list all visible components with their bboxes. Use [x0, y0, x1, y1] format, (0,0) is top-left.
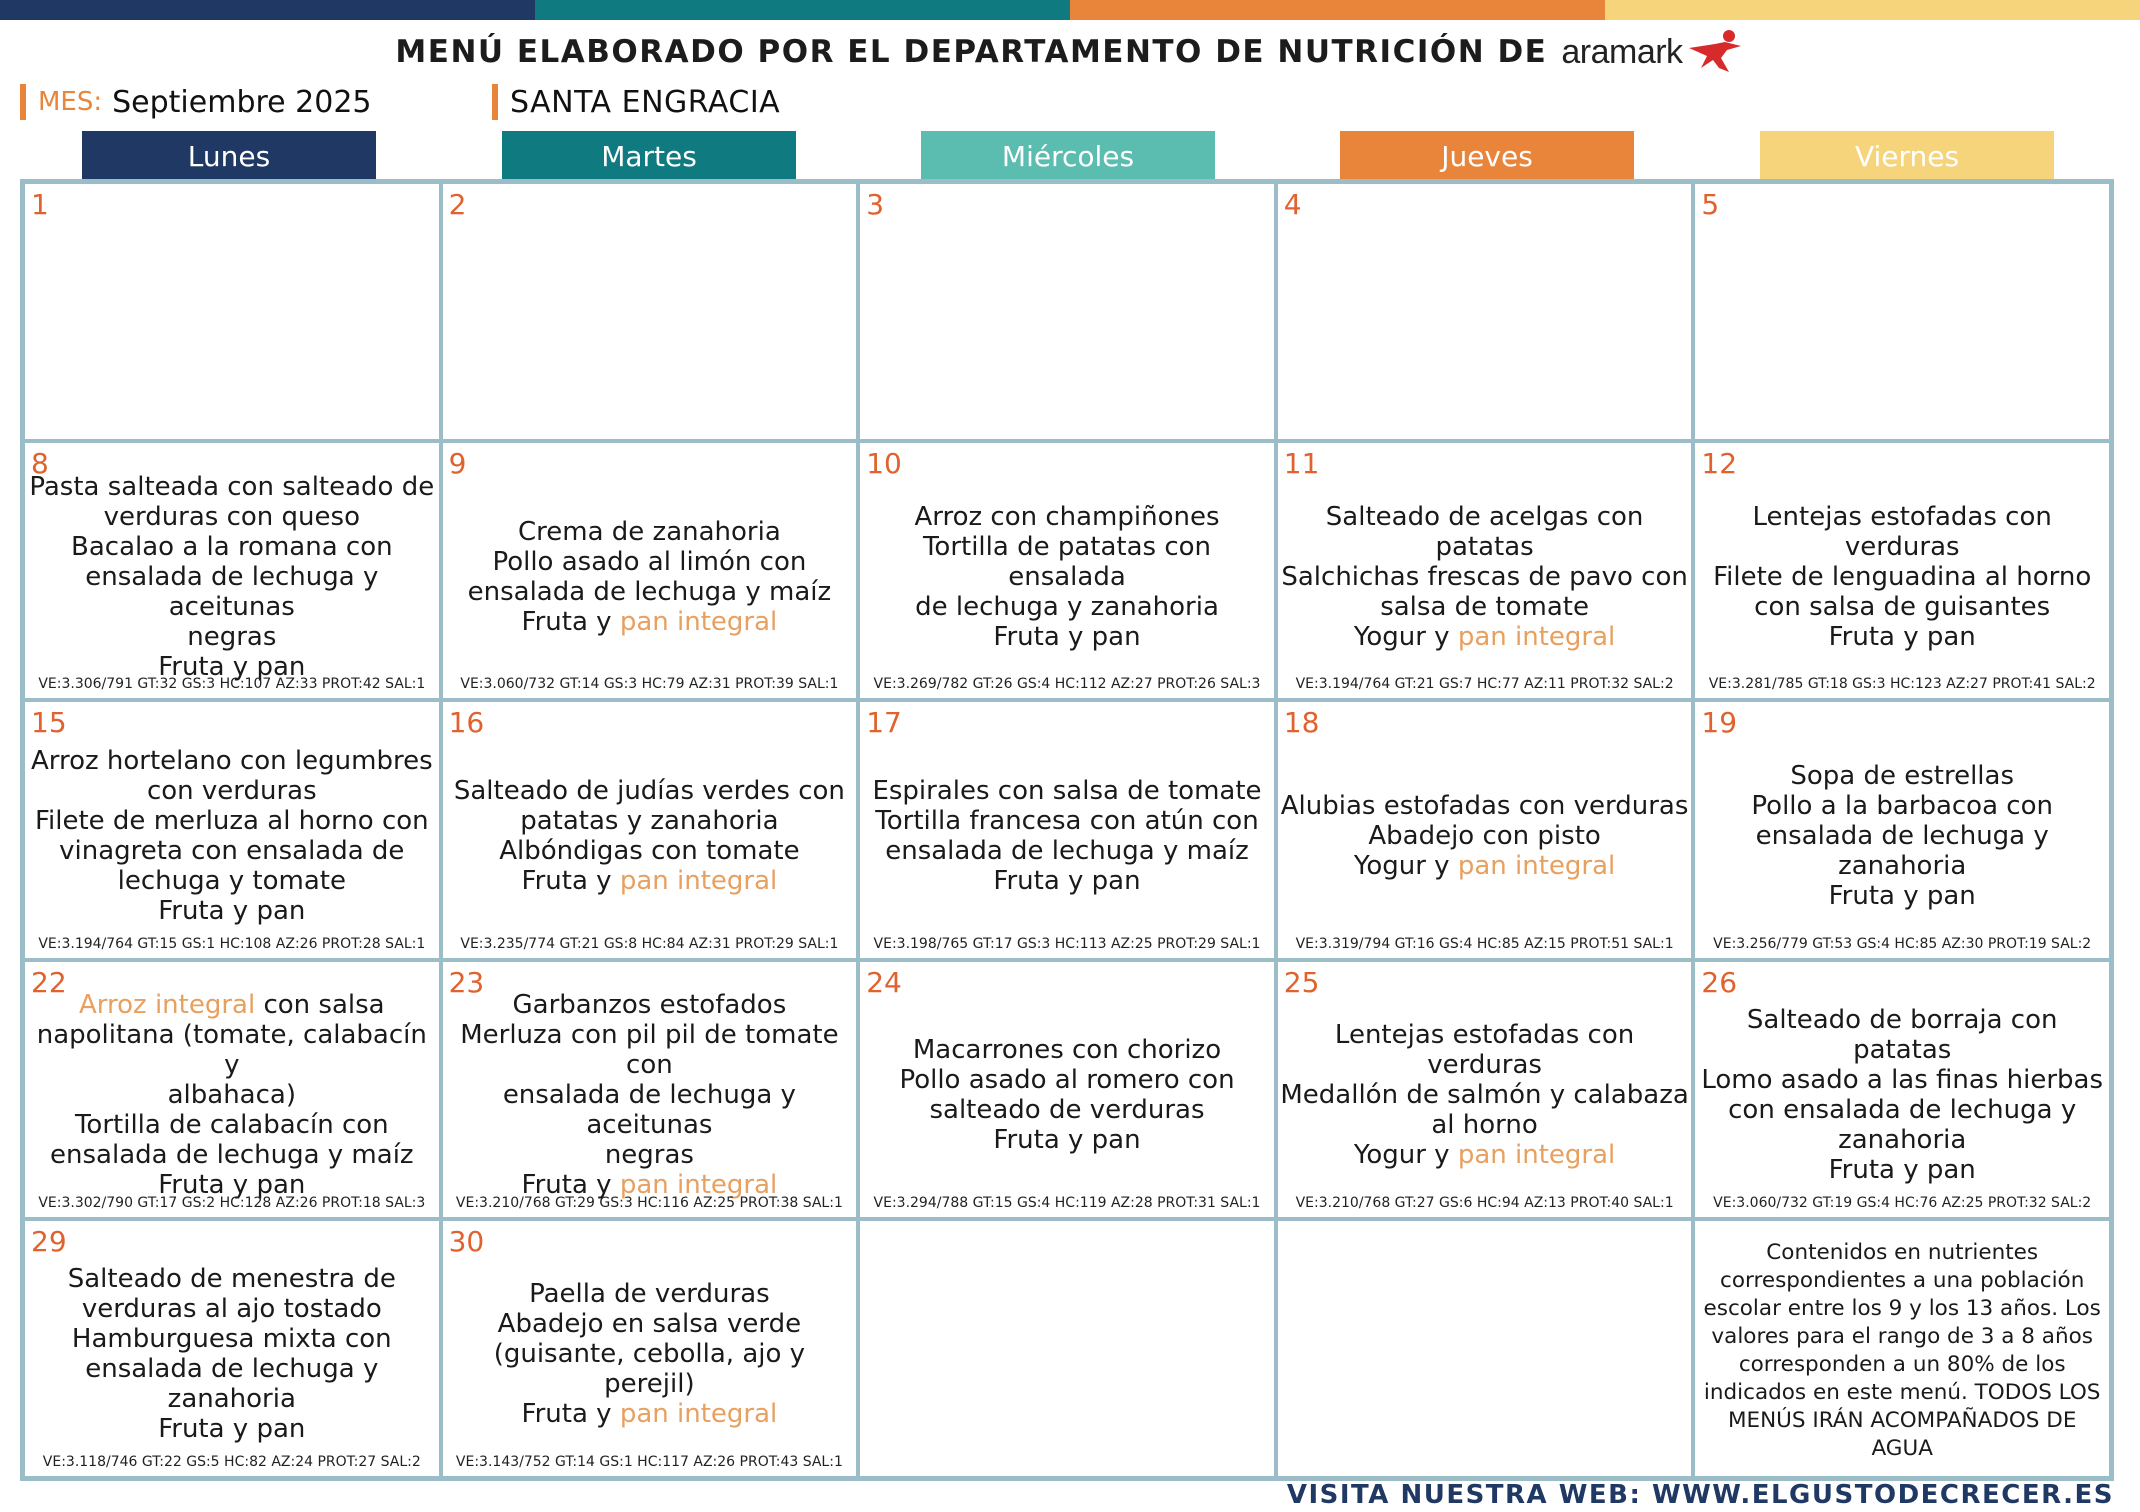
calendar-day-cell — [858, 960, 1276, 1219]
menu-segment: negras — [604, 1140, 694, 1171]
menu-segment: Fruta y pan — [158, 895, 306, 926]
menu-segment: Yogur y — [1353, 621, 1458, 652]
menu-line — [993, 866, 1140, 896]
calendar-day-cell — [441, 700, 859, 959]
menu-segment: Arroz hortelano con legumbres — [30, 745, 433, 776]
top-bar-orange — [1070, 0, 1605, 20]
menu-segment: Salchichas frescas de pavo con — [1281, 561, 1688, 592]
menu-segment: Fruta y — [521, 1170, 620, 1201]
menu-line — [27, 1020, 437, 1080]
menu-text — [1697, 1000, 2107, 1191]
menu-line — [862, 532, 1272, 592]
day-number: 2 — [448, 188, 467, 221]
month-value: Septiembre 2025 — [112, 84, 372, 120]
whole-grain-highlight: pan integral — [1457, 1140, 1616, 1171]
day-number: 15 — [31, 706, 67, 740]
menu-line — [1838, 1125, 1966, 1155]
menu-segment: Pollo asado al limón con — [492, 546, 807, 577]
menu-line — [993, 622, 1140, 652]
menu-segment: Fruta y pan — [158, 1170, 306, 1201]
menu-segment: de lechuga y zanahoria — [915, 591, 1219, 622]
whole-grain-highlight: pan integral — [1457, 621, 1616, 652]
aramark-logo — [1561, 28, 1744, 76]
nutrition-info: VE:3.194/764 GT:15 GS:1 HC:108 AZ:26 PROT:28 SAL:1 — [38, 935, 426, 952]
menu-segment: Fruta y pan — [1828, 1155, 1976, 1186]
nutrition-info: VE:3.210/768 GT:29 GS:3 HC:116 AZ:25 PROT:38 SAL:1 — [455, 1194, 843, 1211]
menu-line — [875, 806, 1258, 836]
logo-text: aramark — [1561, 32, 1683, 71]
menu-line — [1838, 851, 1966, 881]
menu-segment: Fruta y pan — [993, 621, 1141, 652]
menu-text — [1697, 740, 2107, 931]
menu-segment: zanahoria — [1838, 1125, 1967, 1156]
menu-line — [31, 746, 433, 776]
day-number: 19 — [1701, 706, 1738, 740]
calendar-day-cell — [23, 960, 441, 1219]
day-header-viernes: Viernes — [1760, 131, 2054, 181]
menu-line — [72, 1324, 392, 1354]
menu-segment: Alubias estofadas con verduras — [1280, 790, 1689, 821]
day-number: 17 — [866, 706, 902, 740]
nutrition-info: VE:3.281/785 GT:18 GS:3 HC:123 AZ:27 PROT:41 SAL:2 — [1708, 676, 2096, 693]
menu-line — [71, 532, 393, 562]
menu-line — [522, 607, 778, 637]
menu-line — [1697, 502, 2107, 562]
menu-segment: Medallón de salmón y calabaza — [1280, 1080, 1689, 1111]
menu-segment: Macarrones con chorizo — [912, 1035, 1222, 1066]
menu-line — [445, 1339, 855, 1399]
menu-segment: napolitana (tomate, calabacín y — [36, 1020, 427, 1081]
day-number: 11 — [1283, 447, 1320, 481]
month-label: MES: — [38, 87, 103, 117]
menu-segment: Lentejas estofadas con verduras — [1334, 1020, 1635, 1081]
menu-line — [498, 1309, 801, 1339]
menu-line — [158, 1414, 305, 1444]
menu-line — [1829, 1155, 1976, 1185]
menu-segment: albahaca) — [167, 1080, 296, 1111]
menu-segment: (guisante, cebolla, ajo y perejil) — [493, 1339, 806, 1400]
menu-text — [445, 990, 855, 1201]
menu-segment: salsa de tomate — [1380, 591, 1589, 622]
page-title: MENÚ ELABORADO POR EL DEPARTAMENTO DE NUTRICIÓN DE — [395, 34, 1548, 70]
menu-line — [27, 1354, 437, 1414]
menu-line — [79, 990, 385, 1020]
day-number: 18 — [1283, 706, 1320, 740]
menu-segment: con verduras — [146, 775, 317, 806]
menu-text — [1280, 481, 1690, 672]
menu-line — [915, 592, 1219, 622]
menu-segment: Salteado de acelgas con patatas — [1325, 501, 1644, 562]
menu-segment: Hamburguesa mixta con — [71, 1324, 392, 1355]
menu-segment: Salteado de menestra de — [67, 1264, 396, 1295]
menu-line — [492, 547, 806, 577]
nutrition-info: VE:3.256/779 GT:53 GS:4 HC:85 AZ:30 PROT:19 SAL:2 — [1713, 935, 2092, 952]
menu-line — [104, 502, 360, 532]
website-footer: VISITA NUESTRA WEB: WWW.ELGUSTODECRECER.ES — [1286, 1480, 2114, 1510]
weekday-headers — [0, 131, 2140, 181]
day-header-lunes: Lunes — [82, 131, 376, 181]
day-number: 9 — [448, 447, 467, 481]
menu-line — [1751, 791, 2053, 821]
day-number: 8 — [31, 447, 49, 481]
day-number: 29 — [31, 1224, 67, 1258]
menu-segment: ensalada de lechuga y aceitunas — [502, 1080, 796, 1141]
menu-segment: Lomo asado a las finas hierbas — [1701, 1065, 2104, 1096]
day-number: 16 — [448, 706, 485, 740]
menu-text — [862, 1000, 1272, 1191]
menu-line — [1697, 1005, 2107, 1065]
day-number: 5 — [1701, 188, 1720, 221]
menu-segment: ensalada de lechuga y aceitunas — [85, 561, 379, 622]
menu-segment: ensalada de lechuga y zanahoria — [85, 1354, 379, 1415]
calendar-day-cell — [1276, 182, 1694, 441]
calendar-day-cell — [1693, 700, 2111, 959]
menu-text — [862, 481, 1272, 672]
menu-segment: Paella de verduras — [529, 1279, 770, 1310]
menu-line — [35, 806, 429, 836]
menu-segment: ensalada de lechuga y — [1755, 820, 2049, 851]
info-row — [20, 84, 2120, 120]
menu-segment: negras — [187, 621, 277, 652]
menu-line — [1829, 881, 1976, 911]
calendar-day-cell — [1276, 960, 1694, 1219]
menu-text — [862, 740, 1272, 931]
menu-segment: Salteado de borraja con patatas — [1746, 1005, 2058, 1066]
nutrition-info: VE:3.210/768 GT:27 GS:6 HC:94 AZ:13 PROT:40 SAL:1 — [1295, 1194, 1674, 1211]
top-bar-yellow — [1605, 0, 2140, 20]
menu-segment: ensalada de lechuga y maíz — [885, 835, 1249, 866]
nutrition-info: VE:3.060/732 GT:14 GS:3 HC:79 AZ:31 PROT:39 SAL:1 — [460, 676, 839, 693]
calendar-day-cell — [1276, 1219, 1694, 1478]
menu-text — [1280, 1000, 1690, 1191]
calendar-day-cell — [858, 182, 1276, 441]
day-number: 10 — [866, 447, 902, 481]
menu-segment: Fruta y — [521, 865, 620, 896]
menu-line — [499, 836, 799, 866]
menu-line — [68, 1264, 396, 1294]
menu-line — [885, 836, 1249, 866]
menu-segment: Pasta salteada con salteado de — [29, 471, 435, 502]
menu-segment: Salteado de judías verdes con — [453, 775, 845, 806]
whole-grain-highlight: pan integral — [1457, 850, 1616, 881]
star-figure-icon — [1685, 28, 1745, 76]
menu-text — [445, 1259, 855, 1450]
menu-line — [29, 472, 434, 502]
menu-line — [445, 1080, 855, 1140]
nutrition-info: VE:3.198/765 GT:17 GS:3 HC:113 AZ:25 PROT:29 SAL:1 — [873, 935, 1261, 952]
menu-segment: Tortilla de patatas con ensalada — [922, 531, 1212, 592]
menu-segment: con salsa de guisantes — [1754, 591, 2051, 622]
calendar-day-cell — [23, 1219, 441, 1478]
menu-line — [1431, 1110, 1537, 1140]
menu-segment: Filete de lenguadina al horno — [1713, 561, 2092, 592]
menu-line — [872, 776, 1261, 806]
menu-segment: salteado de verduras — [929, 1095, 1205, 1126]
nutrition-note: Contenidos en nutrientes correspondientes a una población escolar entre los 9 y los 13 años. Los valores para el rango de 3 a 8 años corresponden a un 80% de los indicados en este menú. TODOS LOS MENÚS IRÁN ACOMPAÑADOS DE AGUA — [1703, 1239, 2101, 1461]
whole-grain-highlight: pan integral — [619, 1170, 778, 1201]
nutrition-info: VE:3.118/746 GT:22 GS:5 HC:82 AZ:24 PROT:27 SAL:2 — [42, 1454, 421, 1470]
menu-text — [445, 481, 855, 672]
menu-line — [1354, 1140, 1615, 1170]
menu-segment: Merluza con pil pil de tomate con — [460, 1020, 839, 1081]
menu-text — [27, 990, 437, 1201]
menu-segment: Tortilla francesa con atún con — [875, 805, 1259, 836]
menu-segment: Fruta y pan — [158, 651, 306, 682]
menu-line — [1354, 622, 1615, 652]
calendar-day-cell — [858, 700, 1276, 959]
menu-line — [168, 1080, 296, 1110]
menu-line — [1354, 851, 1615, 881]
menu-segment: ensalada de lechuga y maíz — [467, 576, 832, 607]
top-color-bar — [0, 0, 2140, 20]
menu-segment: con salsa — [255, 990, 385, 1021]
calendar-day-cell — [1276, 700, 1694, 959]
day-number: 25 — [1283, 965, 1320, 999]
menu-segment: Yogur y — [1353, 1140, 1458, 1171]
menu-line — [118, 866, 346, 896]
calendar-day-cell — [441, 441, 859, 700]
nutrition-info: VE:3.143/752 GT:14 GS:1 HC:117 AZ:26 PROT:43 SAL:1 — [455, 1454, 843, 1470]
menu-line — [929, 1095, 1204, 1125]
menu-line — [605, 1140, 694, 1170]
day-number: 4 — [1283, 188, 1302, 221]
menu-segment: Espirales con salsa de tomate — [872, 775, 1262, 806]
day-number: 30 — [448, 1224, 485, 1258]
day-header-jueves: Jueves — [1340, 131, 1634, 181]
menu-text — [445, 740, 855, 931]
menu-segment: Abadejo en salsa verde — [497, 1309, 802, 1340]
nutrition-info: VE:3.306/791 GT:32 GS:3 HC:107 AZ:33 PROT:42 SAL:1 — [38, 676, 426, 693]
menu-line — [27, 562, 437, 622]
menu-segment: lechuga y tomate — [117, 865, 346, 896]
nutrition-info: VE:3.235/774 GT:21 GS:8 HC:84 AZ:31 PROT:29 SAL:1 — [460, 935, 839, 952]
menu-segment: patatas y zanahoria — [520, 805, 779, 836]
menu-segment: Pollo a la barbacoa con — [1751, 790, 2053, 821]
calendar-day-cell — [23, 182, 441, 441]
menu-line — [518, 517, 781, 547]
menu-line — [59, 836, 404, 866]
menu-text — [27, 471, 437, 682]
whole-grain-highlight: Arroz integral — [79, 990, 256, 1021]
calendar-day-cell — [1276, 441, 1694, 700]
menu-segment: Fruta y pan — [158, 1414, 306, 1445]
menu-line — [468, 577, 832, 607]
calendar-day-cell — [1693, 441, 2111, 700]
menu-text — [27, 1259, 437, 1450]
menu-segment: Fruta y pan — [1828, 880, 1976, 911]
menu-line — [522, 866, 778, 896]
menu-line — [993, 1125, 1140, 1155]
nutrition-info: VE:3.319/794 GT:16 GS:4 HC:85 AZ:15 PROT:51 SAL:1 — [1295, 935, 1674, 952]
menu-segment: Crema de zanahoria — [518, 516, 781, 547]
menu-line — [1280, 1080, 1688, 1110]
menu-line — [82, 1294, 382, 1324]
month-box — [20, 84, 470, 120]
menu-segment: Bacalao a la romana con — [71, 531, 393, 562]
menu-segment: Abadejo con pisto — [1368, 820, 1601, 851]
menu-line — [913, 1035, 1221, 1065]
menu-segment: Arroz con champiñones — [914, 501, 1220, 532]
menu-segment: Garbanzos estofados — [512, 990, 787, 1021]
day-header-martes: Martes — [502, 131, 796, 181]
menu-segment: Fruta y pan — [993, 1125, 1141, 1156]
menu-line — [1790, 761, 2014, 791]
menu-text — [1280, 740, 1690, 931]
menu-line — [1756, 821, 2049, 851]
nutrition-info: VE:3.194/764 GT:21 GS:7 HC:77 AZ:11 PROT:32 SAL:2 — [1295, 676, 1674, 693]
calendar-day-cell — [23, 441, 441, 700]
menu-line — [1754, 592, 2050, 622]
menu-segment: Fruta y pan — [1828, 621, 1976, 652]
whole-grain-highlight: pan integral — [619, 606, 778, 637]
day-number: 24 — [866, 965, 902, 999]
calendar-day-cell — [441, 1219, 859, 1478]
menu-segment: verduras con queso — [103, 501, 360, 532]
menu-line — [1829, 622, 1976, 652]
calendar-day-cell — [23, 700, 441, 959]
menu-line — [1281, 791, 1689, 821]
school-name: SANTA ENGRACIA — [510, 84, 781, 120]
menu-segment: verduras al ajo tostado — [81, 1294, 382, 1325]
title-row — [0, 28, 2140, 76]
calendar-day-cell — [1693, 182, 2111, 441]
menu-segment: Yogur y — [1353, 850, 1458, 881]
menu-segment: Fruta y — [521, 606, 620, 637]
day-number: 3 — [866, 188, 885, 221]
nutrition-info: VE:3.302/790 GT:17 GS:2 HC:128 AZ:26 PROT:18 SAL:3 — [38, 1194, 426, 1211]
menu-line — [522, 1399, 778, 1429]
menu-text — [27, 740, 437, 931]
menu-line — [158, 896, 305, 926]
menu-segment: Fruta y — [521, 1399, 620, 1430]
menu-line — [147, 776, 317, 806]
calendar-day-cell — [858, 441, 1276, 700]
menu-segment: al horno — [1431, 1110, 1538, 1141]
school-box — [492, 84, 2120, 120]
top-bar-navy — [0, 0, 535, 20]
day-number: 12 — [1701, 447, 1738, 481]
menu-segment: Sopa de estrellas — [1790, 760, 2015, 791]
day-number: 23 — [448, 965, 485, 999]
menu-line — [1281, 562, 1687, 592]
menu-line — [1713, 562, 2091, 592]
calendar-day-cell — [1693, 960, 2111, 1219]
menu-line — [1380, 592, 1589, 622]
menu-segment: Tortilla de calabacín con — [74, 1110, 389, 1141]
menu-line — [520, 806, 778, 836]
menu-segment: Pollo asado al romero con — [899, 1065, 1235, 1096]
whole-grain-highlight: pan integral — [619, 865, 778, 896]
menu-line — [1701, 1065, 2103, 1095]
top-bar-teal — [535, 0, 1070, 20]
menu-line — [1280, 502, 1690, 562]
menu-line — [1280, 1020, 1690, 1080]
menu-line — [445, 1020, 855, 1080]
menu-segment: vinagreta con ensalada de — [59, 835, 405, 866]
menu-line — [1368, 821, 1600, 851]
nutrition-info: VE:3.294/788 GT:15 GS:4 HC:119 AZ:28 PROT:31 SAL:1 — [873, 1194, 1261, 1211]
day-header-miercoles: Miércoles — [921, 131, 1215, 181]
menu-line — [529, 1279, 770, 1309]
menu-line — [899, 1065, 1234, 1095]
whole-grain-highlight: pan integral — [619, 1399, 778, 1430]
menu-segment: ensalada de lechuga y maíz — [50, 1140, 414, 1171]
menu-line — [914, 502, 1219, 532]
nutrition-info: VE:3.269/782 GT:26 GS:4 HC:112 AZ:27 PROT:26 SAL:3 — [873, 676, 1261, 693]
menu-line — [75, 1110, 389, 1140]
day-number: 26 — [1701, 965, 1738, 999]
menu-text — [1697, 481, 2107, 672]
calendar-day-cell — [441, 960, 859, 1219]
calendar-day-cell — [858, 1219, 1276, 1478]
calendar-day-cell — [441, 182, 859, 441]
day-number: 1 — [31, 188, 49, 221]
menu-line — [1728, 1095, 2076, 1125]
menu-line — [50, 1140, 414, 1170]
menu-segment: Fruta y pan — [993, 865, 1141, 896]
day-number: 22 — [31, 965, 67, 999]
calendar-grid — [20, 179, 2114, 1481]
menu-line — [513, 990, 787, 1020]
menu-segment: Filete de merluza al horno con — [34, 805, 429, 836]
calendar-day-cell — [1693, 1219, 2111, 1478]
nutrition-info: VE:3.060/732 GT:19 GS:4 HC:76 AZ:25 PROT:32 SAL:2 — [1713, 1194, 2092, 1211]
menu-line — [187, 622, 276, 652]
menu-segment: con ensalada de lechuga y — [1728, 1095, 2077, 1126]
menu-segment: Albóndigas con tomate — [499, 835, 800, 866]
menu-line — [454, 776, 845, 806]
menu-segment: zanahoria — [1838, 850, 1967, 881]
menu-segment: Lentejas estofadas con verduras — [1752, 501, 2052, 562]
